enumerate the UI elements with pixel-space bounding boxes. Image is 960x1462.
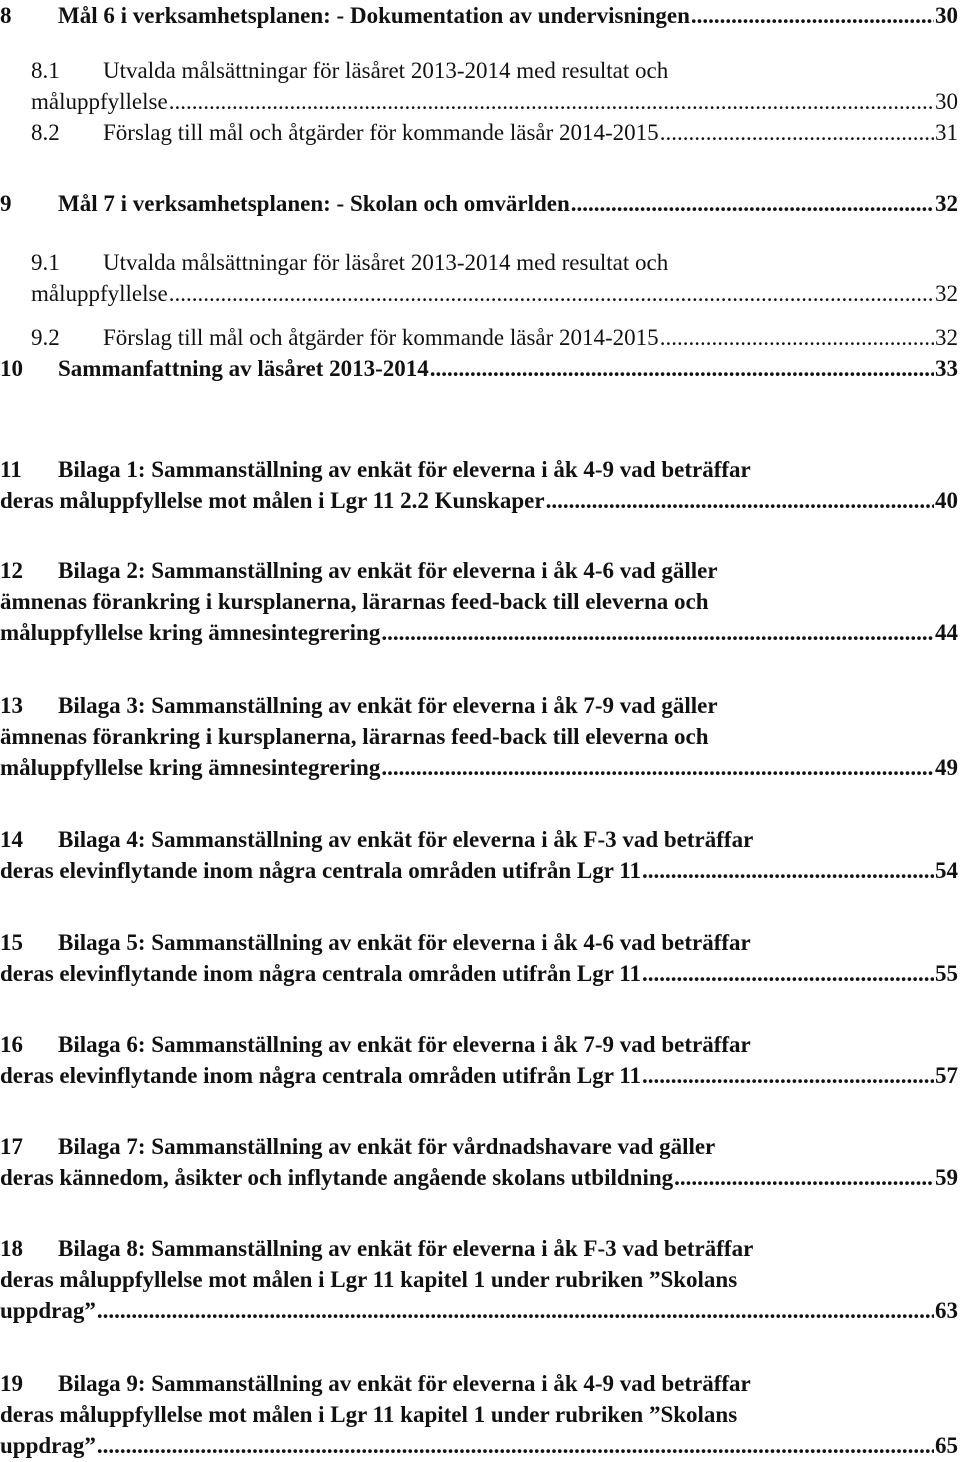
- toc-line: [0, 1029, 958, 1060]
- toc-line: [0, 958, 958, 989]
- toc-title-text: måluppfyllelse: [31, 281, 168, 306]
- toc-number: 8: [0, 3, 12, 28]
- toc-number: 12: [0, 558, 23, 583]
- toc-line: [0, 721, 958, 752]
- toc-leader-dots: [571, 188, 934, 219]
- toc-number: 10: [0, 356, 23, 381]
- toc-page-number: 30: [935, 3, 958, 28]
- toc-line: [0, 586, 958, 617]
- toc-page-number: 44: [935, 620, 958, 645]
- toc-page-number: 32: [935, 281, 958, 306]
- toc-title-text: deras elevinflytande inom några centrala områden utifrån Lgr 11: [0, 1063, 641, 1088]
- toc-line: [0, 824, 958, 855]
- toc-line: [0, 454, 958, 485]
- toc-line: [0, 485, 958, 516]
- toc-title-text: måluppfyllelse: [31, 89, 168, 114]
- toc-leader-dots: [169, 86, 934, 117]
- toc-leader-dots: [97, 1430, 934, 1461]
- toc-page-number: 54: [935, 858, 958, 883]
- toc-title-text: uppdrag”: [0, 1433, 96, 1458]
- toc-title-text: Mål 7 i verksamhetsplanen: - Skolan och omvärlden: [58, 191, 570, 216]
- toc-title-text: Förslag till mål och åtgärder för kommande läsår 2014-2015: [103, 325, 659, 350]
- toc-line: [0, 1430, 958, 1461]
- toc-title-text: Bilaga 4: Sammanställning av enkät för eleverna i åk F-3 vad beträffar: [58, 827, 754, 852]
- toc-page-number: 30: [935, 89, 958, 114]
- toc-line: [0, 1131, 958, 1162]
- toc-leader-dots: [169, 278, 934, 309]
- toc-line: [0, 1399, 958, 1430]
- toc-page-number: 55: [935, 961, 958, 986]
- toc-page-number: 65: [935, 1433, 958, 1458]
- toc-leader-dots: [642, 1060, 934, 1091]
- toc-title-text: Bilaga 5: Sammanställning av enkät för eleverna i åk 4-6 vad beträffar: [58, 930, 751, 955]
- toc-line: [0, 1264, 958, 1295]
- toc-line: [0, 117, 958, 148]
- toc-title-text: deras måluppfyllelse mot målen i Lgr 11 2.2 Kunskaper: [0, 488, 545, 513]
- toc-number: 17: [0, 1134, 23, 1159]
- toc-number: 15: [0, 930, 23, 955]
- toc-line: [0, 617, 958, 648]
- toc-line: [0, 927, 958, 958]
- toc-number: 13: [0, 693, 23, 718]
- toc-title-text: Bilaga 1: Sammanställning av enkät för eleverna i åk 4-9 vad beträffar: [58, 457, 751, 482]
- toc-line: [0, 1162, 958, 1193]
- toc-line: [0, 86, 958, 117]
- toc-title-text: ämnenas förankring i kursplanerna, lärarnas feed-back till eleverna och: [0, 724, 709, 749]
- toc-number: 8.2: [31, 120, 60, 145]
- toc-page-number: 40: [935, 488, 958, 513]
- toc-page-number: 59: [935, 1165, 958, 1190]
- toc-line: [0, 1295, 958, 1326]
- toc-leader-dots: [97, 1295, 934, 1326]
- toc-title-text: Bilaga 3: Sammanställning av enkät för eleverna i åk 7-9 vad gäller: [58, 693, 718, 718]
- toc-title-text: deras elevinflytande inom några centrala områden utifrån Lgr 11: [0, 961, 641, 986]
- toc-title-text: Utvalda målsättningar för läsåret 2013-2014 med resultat och: [103, 250, 669, 275]
- toc-page-number: 57: [935, 1063, 958, 1088]
- toc-number: 9.2: [31, 325, 60, 350]
- toc-line: [0, 55, 958, 86]
- toc-title-text: Bilaga 6: Sammanställning av enkät för eleverna i åk 7-9 vad beträffar: [58, 1032, 751, 1057]
- toc-leader-dots: [546, 485, 934, 516]
- toc-line: [0, 278, 958, 309]
- toc-title-text: Utvalda målsättningar för läsåret 2013-2014 med resultat och: [103, 58, 669, 83]
- toc-title-text: Sammanfattning av läsåret 2013-2014: [58, 356, 429, 381]
- toc-leader-dots: [642, 958, 934, 989]
- toc-page-number: 31: [935, 120, 958, 145]
- toc-line: [0, 690, 958, 721]
- toc-title-text: Bilaga 8: Sammanställning av enkät för eleverna i åk F-3 vad beträffar: [58, 1236, 754, 1261]
- toc-line: [0, 1368, 958, 1399]
- toc-leader-dots: [642, 855, 934, 886]
- toc-leader-dots: [381, 617, 934, 648]
- toc-title-text: måluppfyllelse kring ämnesintegrering: [0, 755, 381, 780]
- toc-line: [0, 0, 958, 31]
- toc-title-text: Bilaga 9: Sammanställning av enkät för eleverna i åk 4-9 vad beträffar: [58, 1371, 751, 1396]
- toc-leader-dots: [381, 752, 934, 783]
- toc-line: [0, 855, 958, 886]
- toc-title-text: deras måluppfyllelse mot målen i Lgr 11 kapitel 1 under rubriken ”Skolans: [0, 1267, 738, 1292]
- toc-title-text: Mål 6 i verksamhetsplanen: - Dokumentation av undervisningen: [58, 3, 690, 28]
- toc-page-number: 32: [935, 191, 958, 216]
- toc-title-text: Bilaga 7: Sammanställning av enkät för vårdnadshavare vad gäller: [58, 1134, 716, 1159]
- toc-leader-dots: [660, 117, 934, 148]
- toc-line: [0, 353, 958, 384]
- toc-leader-dots: [691, 0, 934, 31]
- toc-number: 14: [0, 827, 23, 852]
- toc-title-text: Förslag till mål och åtgärder för kommande läsår 2014-2015: [103, 120, 659, 145]
- toc-number: 9.1: [31, 250, 60, 275]
- toc-line: [0, 1060, 958, 1091]
- toc-line: [0, 322, 958, 353]
- toc-title-text: deras måluppfyllelse mot målen i Lgr 11 kapitel 1 under rubriken ”Skolans: [0, 1402, 738, 1427]
- toc-line: [0, 188, 958, 219]
- toc-line: [0, 555, 958, 586]
- toc-line: [0, 1233, 958, 1264]
- toc-line: [0, 247, 958, 278]
- toc-leader-dots: [430, 353, 934, 384]
- toc-page-number: 63: [935, 1298, 958, 1323]
- toc-page-number: 33: [935, 356, 958, 381]
- toc-title-text: uppdrag”: [0, 1298, 96, 1323]
- toc-page-number: 49: [935, 755, 958, 780]
- toc-number: 18: [0, 1236, 23, 1261]
- toc-leader-dots: [660, 322, 934, 353]
- toc-title-text: måluppfyllelse kring ämnesintegrering: [0, 620, 381, 645]
- toc-title-text: Bilaga 2: Sammanställning av enkät för eleverna i åk 4-6 vad gäller: [58, 558, 718, 583]
- toc-number: 8.1: [31, 58, 60, 83]
- toc-title-text: deras kännedom, åsikter och inflytande angående skolans utbildning: [0, 1165, 674, 1190]
- toc-number: 19: [0, 1371, 23, 1396]
- toc-number: 16: [0, 1032, 23, 1057]
- toc-title-text: deras elevinflytande inom några centrala områden utifrån Lgr 11: [0, 858, 641, 883]
- toc-leader-dots: [674, 1162, 934, 1193]
- toc-title-text: ämnenas förankring i kursplanerna, lärarnas feed-back till eleverna och: [0, 589, 709, 614]
- toc-number: 9: [0, 191, 12, 216]
- toc-line: [0, 752, 958, 783]
- toc-number: 11: [0, 457, 22, 482]
- toc-page-number: 32: [935, 325, 958, 350]
